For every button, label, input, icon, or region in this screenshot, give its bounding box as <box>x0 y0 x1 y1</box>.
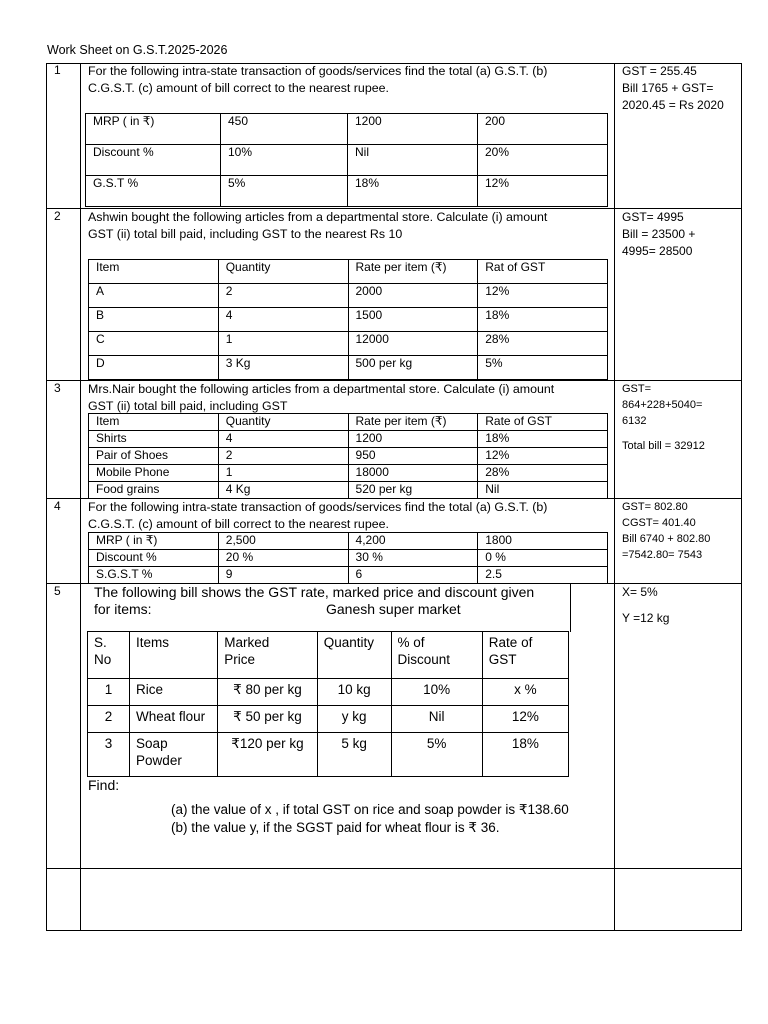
table-row <box>86 114 608 145</box>
question-5-line-1: The following bill shows the GST rate, marked price and discount given <box>94 584 535 600</box>
table-cell: 6 <box>348 567 478 584</box>
table-cell: 28% <box>478 332 608 356</box>
table-cell: 1500 <box>348 308 478 332</box>
table-cell: 10% <box>221 145 348 176</box>
table-cell: C <box>89 332 219 356</box>
question-2-table <box>88 259 608 380</box>
answer-2 <box>622 209 740 260</box>
table-cell: 2 <box>88 706 130 733</box>
table-cell: 30 % <box>348 550 478 567</box>
table-row <box>89 332 608 356</box>
table-row <box>89 431 608 448</box>
question-4-line-1: For the following intra-state transaction of goods/services find the total (a) G.S.T. (b) <box>88 500 548 514</box>
table-cell: 12% <box>478 448 608 465</box>
table-cell: ₹120 per kg <box>218 733 317 777</box>
table-cell: Rate of GST <box>478 414 608 431</box>
worksheet-title: Work Sheet on G.S.T.2025-2026 <box>47 43 228 57</box>
table-row <box>86 145 608 176</box>
table-cell: Rate per item (₹) <box>348 414 478 431</box>
question-number-4: 4 <box>54 499 61 513</box>
table-cell: 1 <box>88 679 130 706</box>
table-cell: 18% <box>348 176 478 207</box>
question-1-text <box>88 63 606 97</box>
table-cell: Discount % <box>89 550 219 567</box>
question-4-text <box>88 499 606 533</box>
table-cell: MRP ( in ₹) <box>86 114 221 145</box>
table-cell: 4 <box>218 308 348 332</box>
table-row <box>89 356 608 380</box>
table-cell: 1 <box>218 465 348 482</box>
table-cell: Nil <box>348 145 478 176</box>
answer-3-line: GST= <box>622 383 652 395</box>
table-cell: 200 <box>478 114 608 145</box>
answer-4-line: =7542.80= 7543 <box>622 549 703 561</box>
table-cell: 3 <box>88 733 130 777</box>
question-5-for-items: for items: <box>94 601 152 617</box>
answer-5-line: X= 5% <box>622 585 658 599</box>
table-cell: 28% <box>478 465 608 482</box>
answer-2-line: Bill = 23500 + <box>622 227 696 241</box>
table-row <box>89 533 608 550</box>
table-cell: 2,500 <box>218 533 348 550</box>
question-3-text <box>88 381 606 415</box>
table-cell: 4,200 <box>348 533 478 550</box>
answer-1-line: Bill 1765 + GST= <box>622 81 714 95</box>
table-cell: 500 per kg <box>348 356 478 380</box>
table-header-cell: Marked Price <box>218 632 317 679</box>
table-header-cell: Quantity <box>317 632 391 679</box>
question-number-3: 3 <box>54 381 61 395</box>
table-cell: Quantity <box>218 260 348 284</box>
table-row <box>89 284 608 308</box>
table-cell: Rice <box>130 679 218 706</box>
table-row <box>89 550 608 567</box>
table-cell: 12% <box>482 706 568 733</box>
question-5-line-2 <box>88 601 570 618</box>
table-row <box>89 465 608 482</box>
answer-4-line: Bill 6740 + 802.80 <box>622 533 711 545</box>
answer-1-line: GST = 255.45 <box>622 64 697 78</box>
table-cell: Item <box>89 260 219 284</box>
table-row <box>88 679 569 706</box>
answer-3-line <box>622 429 740 438</box>
table-row <box>89 414 608 431</box>
worksheet-grid <box>46 63 742 931</box>
table-cell: Wheat flour <box>130 706 218 733</box>
table-cell: 5% <box>391 733 482 777</box>
question-1-line-1: For the following intra-state transaction of goods/services find the total (a) G.S.T. (b) <box>88 64 548 78</box>
table-cell: 5% <box>478 356 608 380</box>
table-cell: Nil <box>391 706 482 733</box>
table-cell: 20% <box>478 145 608 176</box>
table-cell: y kg <box>317 706 391 733</box>
answer-1 <box>622 63 740 114</box>
table-cell: ₹ 50 per kg <box>218 706 317 733</box>
table-cell: D <box>89 356 219 380</box>
find-label: Find: <box>88 777 120 793</box>
table-header-cell: Items <box>130 632 218 679</box>
table-cell: Soap Powder <box>130 733 218 777</box>
table-cell: x % <box>482 679 568 706</box>
table-cell: Pair of Shoes <box>89 448 219 465</box>
question-number-1: 1 <box>54 63 61 77</box>
part-a: (a) the value of x , if total GST on rice and soap powder is ₹138.60 <box>171 802 569 817</box>
table-cell: 4 Kg <box>218 482 348 499</box>
part-b: (b) the value y, if the SGST paid for wheat flour is ₹ 36. <box>171 820 500 835</box>
table-cell: 12% <box>478 284 608 308</box>
answer-1-line: 2020.45 = Rs 2020 <box>622 98 724 112</box>
table-cell: 10 kg <box>317 679 391 706</box>
table-cell: 18% <box>478 308 608 332</box>
table-cell: 1200 <box>348 431 478 448</box>
table-cell: 10% <box>391 679 482 706</box>
table-cell: 450 <box>221 114 348 145</box>
table-row <box>89 482 608 499</box>
answer-4-line: GST= 802.80 <box>622 501 688 513</box>
answer-4 <box>622 499 740 563</box>
table-cell: Discount % <box>86 145 221 176</box>
answer-4-line: CGST= 401.40 <box>622 517 696 529</box>
table-cell: 0 % <box>478 550 608 567</box>
table-cell: B <box>89 308 219 332</box>
table-cell: G.S.T % <box>86 176 221 207</box>
table-cell: 2000 <box>348 284 478 308</box>
question-5-table <box>87 631 569 777</box>
answer-3-line: Total bill = 32912 <box>622 440 705 452</box>
table-cell: 12% <box>478 176 608 207</box>
question-4-table <box>88 532 608 584</box>
table-cell: 3 Kg <box>218 356 348 380</box>
table-cell: S.G.S.T % <box>89 567 219 584</box>
table-cell: Nil <box>478 482 608 499</box>
answer-3-line: 864+228+5040= <box>622 399 703 411</box>
table-cell: Rat of GST <box>478 260 608 284</box>
table-cell: 20 % <box>218 550 348 567</box>
table-row <box>86 176 608 207</box>
table-cell: 18000 <box>348 465 478 482</box>
table-cell: 12000 <box>348 332 478 356</box>
table-cell: 1 <box>218 332 348 356</box>
table-cell: Food grains <box>89 482 219 499</box>
table-cell: MRP ( in ₹) <box>89 533 219 550</box>
table-cell: 5% <box>221 176 348 207</box>
table-row <box>89 260 608 284</box>
question-4-line-2: C.G.S.T. (c) amount of bill correct to the nearest rupee. <box>88 517 389 531</box>
answer-5 <box>622 584 740 627</box>
table-row <box>89 308 608 332</box>
question-2-line-2: GST (ii) total bill paid, including GST to the nearest Rs 10 <box>88 227 403 241</box>
question-number-5: 5 <box>54 584 61 598</box>
table-cell: 5 kg <box>317 733 391 777</box>
table-cell: ₹ 80 per kg <box>218 679 317 706</box>
question-2-text <box>88 209 606 243</box>
table-cell: Item <box>89 414 219 431</box>
question-3-line-2: GST (ii) total bill paid, including GST <box>88 399 288 413</box>
table-cell: Shirts <box>89 431 219 448</box>
table-cell: Quantity <box>218 414 348 431</box>
question-2-line-1: Ashwin bought the following articles from a departmental store. Calculate (i) amount <box>88 210 548 224</box>
table-cell: 4 <box>218 431 348 448</box>
question-3-line-1: Mrs.Nair bought the following articles from a departmental store. Calculate (i) amount <box>88 382 555 396</box>
table-cell: 9 <box>218 567 348 584</box>
table-row <box>89 567 608 584</box>
table-cell: Mobile Phone <box>89 465 219 482</box>
question-5-intro <box>88 584 571 632</box>
answer-3 <box>622 381 740 454</box>
table-header-cell: Rate of GST <box>482 632 568 679</box>
table-row <box>88 733 569 777</box>
answer-2-line: 4995= 28500 <box>622 244 693 258</box>
table-cell: Rate per item (₹) <box>348 260 478 284</box>
table-header-cell: % of Discount <box>391 632 482 679</box>
table-header-row <box>88 632 569 679</box>
table-row <box>89 448 608 465</box>
table-cell: A <box>89 284 219 308</box>
table-cell: 520 per kg <box>348 482 478 499</box>
table-cell: 1800 <box>478 533 608 550</box>
question-number-2: 2 <box>54 209 61 223</box>
table-row <box>88 706 569 733</box>
answer-5-line: Y =12 kg <box>622 611 670 625</box>
answer-2-line: GST= 4995 <box>622 210 684 224</box>
table-cell: 18% <box>482 733 568 777</box>
table-cell: 2 <box>218 284 348 308</box>
table-cell: 18% <box>478 431 608 448</box>
table-cell: 1200 <box>348 114 478 145</box>
store-name: Ganesh super market <box>326 601 461 617</box>
answer-3-line: 6132 <box>622 415 647 427</box>
table-cell: 2.5 <box>478 567 608 584</box>
table-cell: 2 <box>218 448 348 465</box>
table-cell: 950 <box>348 448 478 465</box>
question-5-parts <box>171 801 569 837</box>
question-1-table <box>85 113 608 207</box>
table-header-cell: S. No <box>88 632 130 679</box>
question-3-table <box>88 413 608 499</box>
question-1-line-2: C.G.S.T. (c) amount of bill correct to the nearest rupee. <box>88 81 389 95</box>
